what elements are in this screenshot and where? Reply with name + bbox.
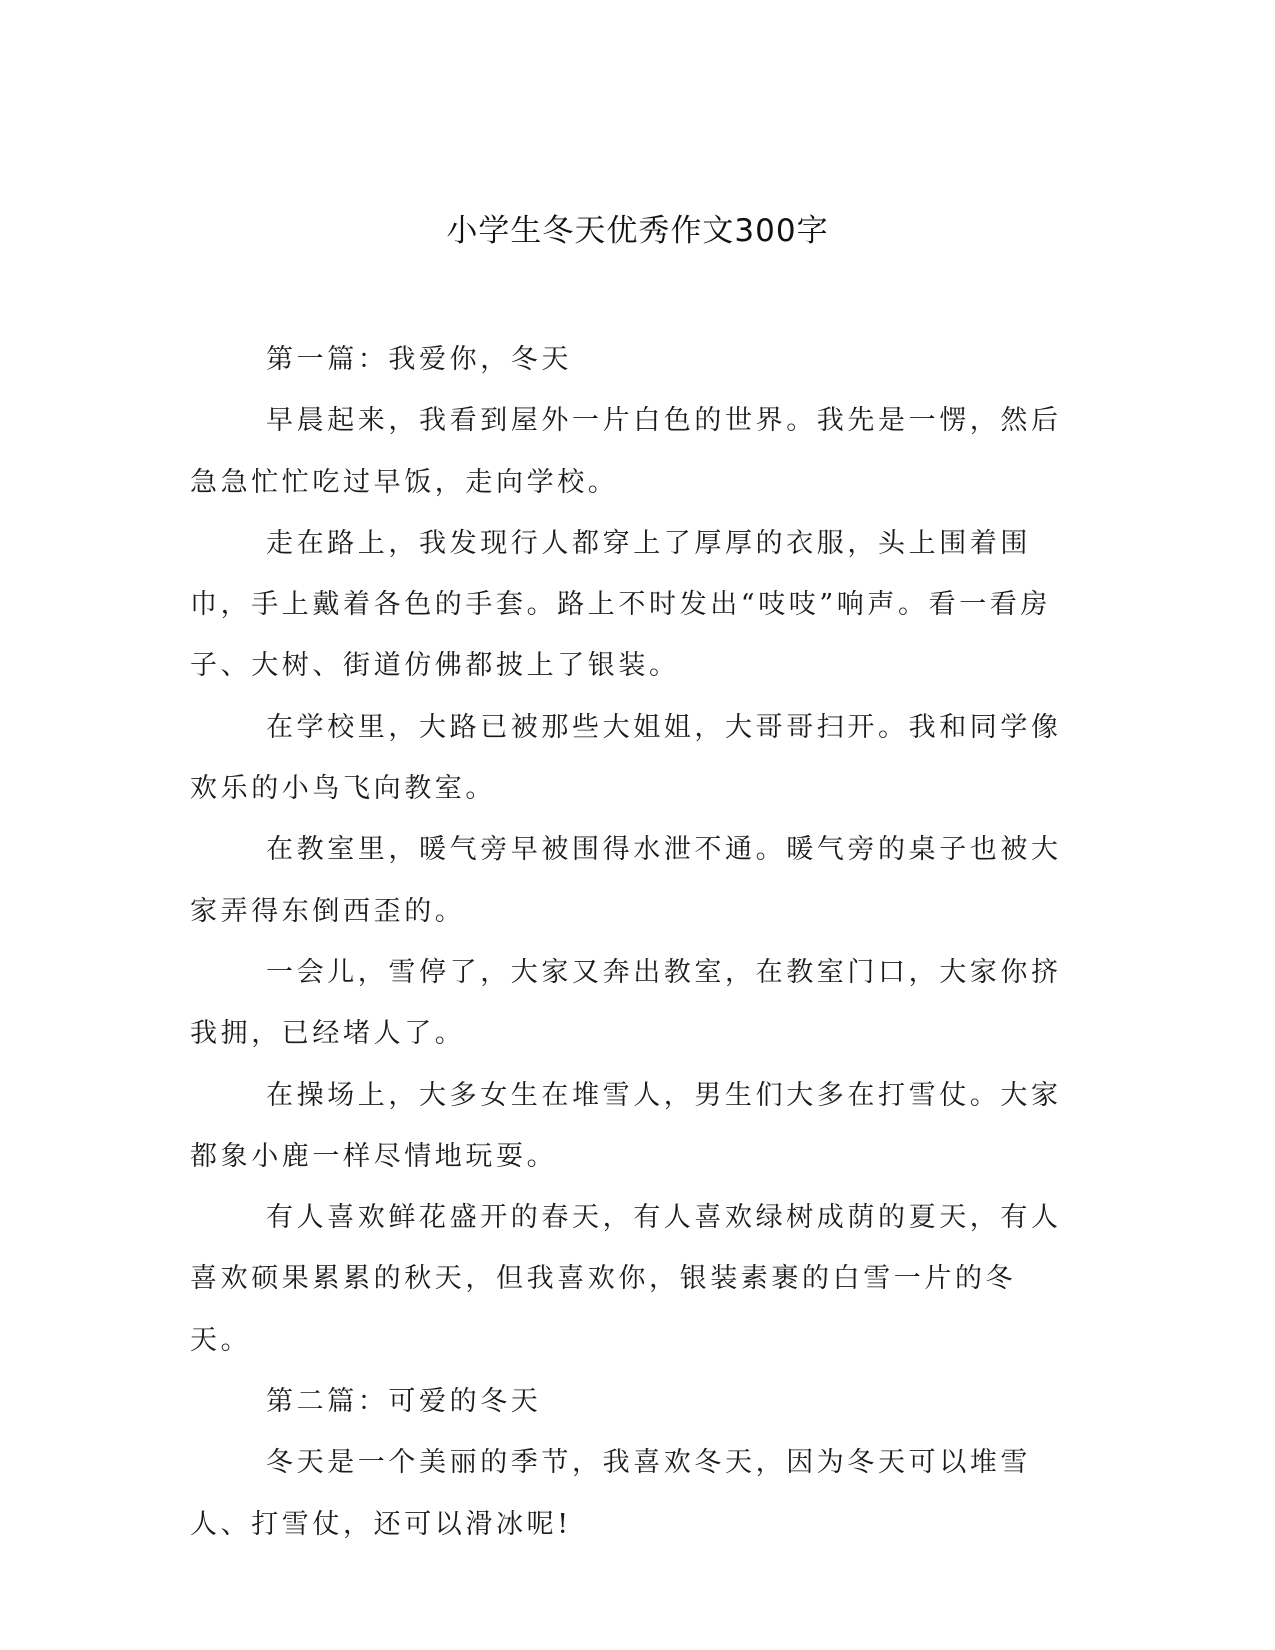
document-body [190, 329, 1075, 1555]
section-heading-1: 第一篇：我爱你，冬天 [266, 344, 572, 375]
paragraph: 在学校里，大路已被那些大姐姐，大哥哥扫开。我和同学像欢乐的小鸟飞向教室。 [190, 711, 1062, 805]
document-title: 小学生冬天优秀作文300字 [446, 213, 829, 249]
paragraph: 走在路上，我发现行人都穿上了厚厚的衣服，头上围着围巾，手上戴着各色的手套。路上不时发出“吱吱”响声。看一看房子、大树、街道仿佛都披上了银装。 [190, 527, 1052, 682]
paragraph: 在操场上，大多女生在堆雪人，男生们大多在打雪仗。大家都象小鹿一样尽情地玩耍。 [190, 1079, 1062, 1172]
section-heading-2: 第二篇：可爱的冬天 [266, 1386, 542, 1418]
paragraph: 冬天是一个美丽的季节，我喜欢冬天，因为冬天可以堆雪人、打雪仗，还可以滑冰呢! [190, 1447, 1031, 1540]
paragraph: 早晨起来，我看到屋外一片白色的世界。我先是一愣，然后急急忙忙吃过早饭，走向学校。 [190, 405, 1062, 498]
paragraph: 有人喜欢鲜花盛开的春天，有人喜欢绿树成荫的夏天，有人喜欢硕果累累的秋天，但我喜欢你，银装素裹的白雪一片的冬天。 [190, 1202, 1062, 1356]
paragraph: 一会儿，雪停了，大家又奔出教室，在教室门口，大家你挤我拥，已经堵人了。 [190, 956, 1062, 1050]
paragraph: 在教室里，暖气旁早被围得水泄不通。暖气旁的桌子也被大家弄得东倒西歪的。 [190, 834, 1062, 927]
